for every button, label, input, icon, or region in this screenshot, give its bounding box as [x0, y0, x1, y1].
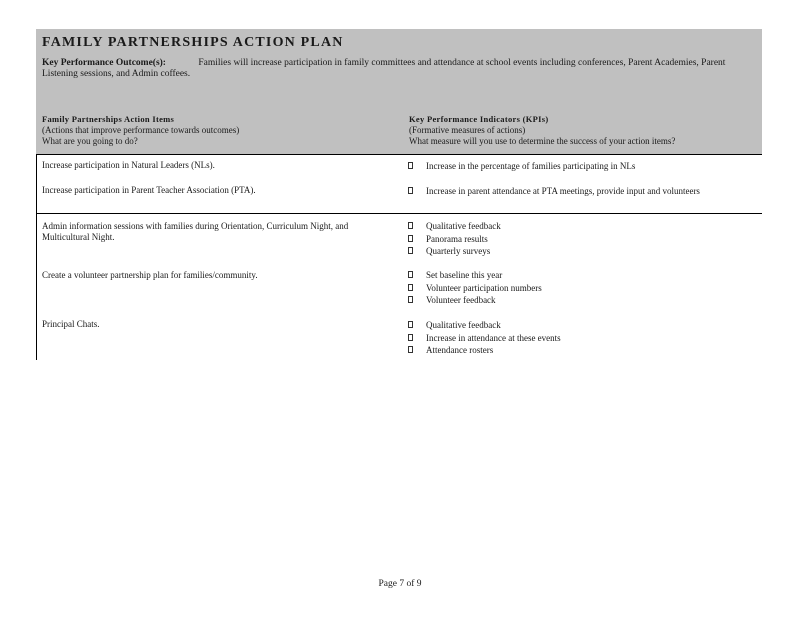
- outcome-statement: [42, 58, 754, 80]
- outcome-text: Families will increase participation in family committees and attendance at school events including conferences, Parent Academies, Parent Listening sessions, and Admin coffees.: [42, 58, 726, 79]
- bullet-icon: [408, 162, 413, 169]
- right-column-heading: Key Performance Indicators (KPIs): [409, 114, 549, 124]
- kpi-group: Qualitative feedback Increase in attendance at these events Attendance rosters: [408, 320, 728, 356]
- bullet-icon: [408, 284, 413, 291]
- right-column-sub2: What measure will you use to determine the success of your action items?: [409, 136, 676, 146]
- bullet-icon: [408, 334, 413, 341]
- left-column-heading: Family Partnerships Action Items: [42, 114, 175, 124]
- header-block: [36, 29, 762, 154]
- page-number: Page 7 of 9: [378, 579, 422, 589]
- right-column-header: [409, 114, 759, 147]
- bullet-icon: [408, 222, 413, 229]
- kpi-item: Increase in parent attendance at PTA meetings, provide input and volunteers: [408, 186, 728, 197]
- right-column-sub1: (Formative measures of actions): [409, 125, 526, 135]
- bullet-icon: [408, 271, 413, 278]
- bullet-icon: [408, 187, 413, 194]
- left-column-sub2: What are you going to do?: [42, 136, 138, 146]
- header-divider: [36, 154, 762, 155]
- bullet-icon: [408, 235, 413, 242]
- left-border: [36, 154, 37, 360]
- left-column-sub1: (Actions that improve performance towards outcomes): [42, 125, 240, 135]
- bullet-icon: [408, 346, 413, 353]
- left-column-header: [42, 114, 402, 147]
- kpi-group: Qualitative feedback Panorama results Quarterly surveys: [408, 221, 728, 257]
- action-item: Increase participation in Parent Teacher Association (PTA).: [42, 185, 256, 195]
- bullet-icon: [408, 296, 413, 303]
- bullet-icon: [408, 321, 413, 328]
- action-item: Admin information sessions with families during Orientation, Curriculum Night, and Multicultural Night.: [42, 221, 349, 242]
- page-title: FAMILY PARTNERSHIPS ACTION PLAN: [42, 35, 344, 50]
- section-divider: [36, 213, 762, 214]
- outcome-label: Key Performance Outcome(s):: [42, 58, 166, 68]
- action-item: Principal Chats.: [42, 319, 100, 329]
- bullet-icon: [408, 247, 413, 254]
- action-item: Create a volunteer partnership plan for families/community.: [42, 270, 258, 280]
- kpi-group: Set baseline this year Volunteer participation numbers Volunteer feedback: [408, 270, 728, 306]
- action-item: Increase participation in Natural Leaders (NLs).: [42, 160, 215, 170]
- kpi-item: Increase in the percentage of families participating in NLs: [408, 161, 728, 172]
